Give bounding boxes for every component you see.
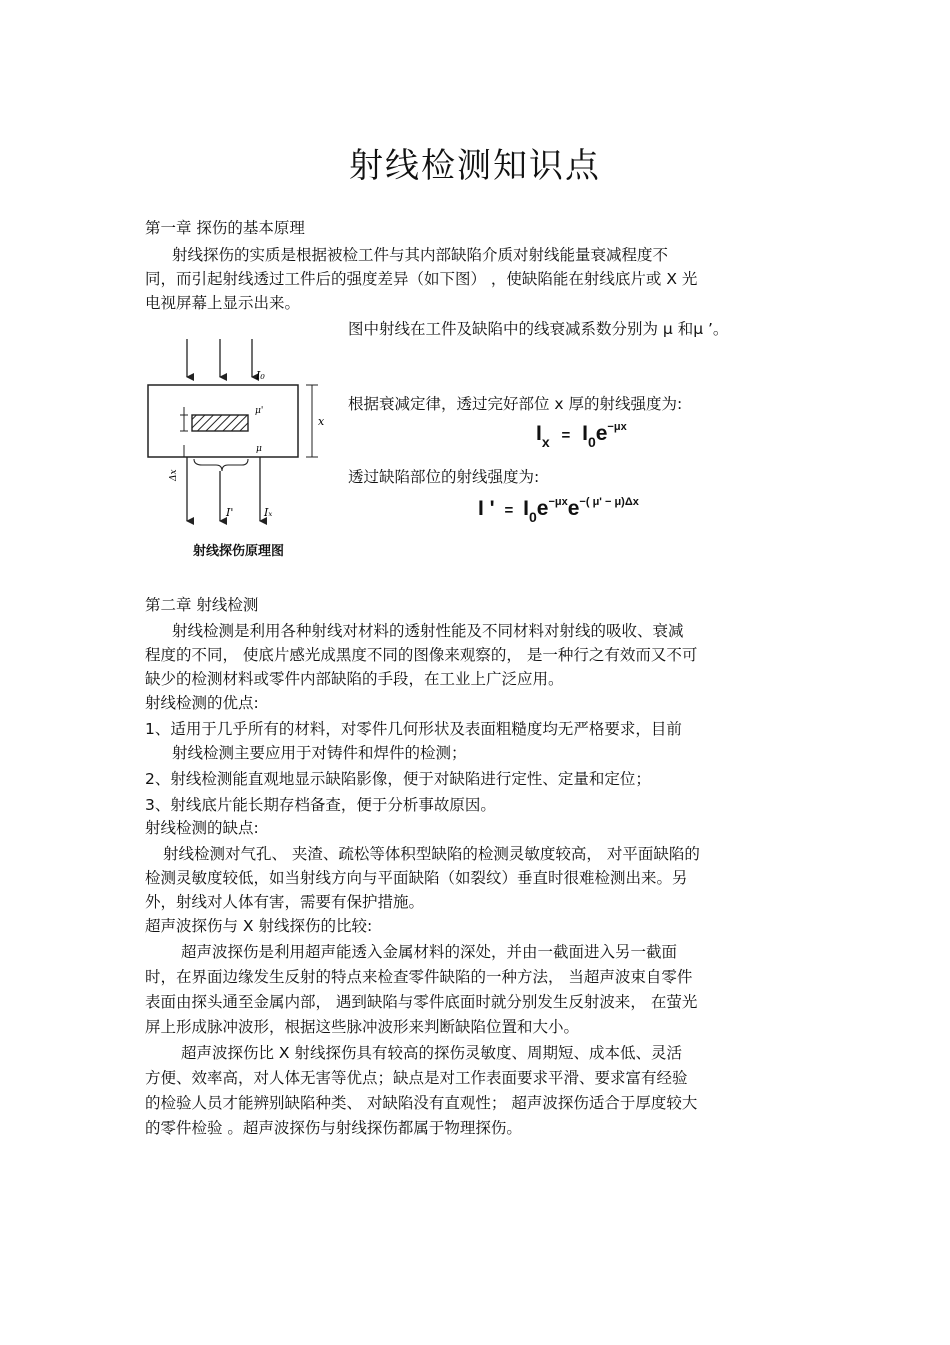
chapter2-line: 的检验人员才能辨别缺陷种类、 对缺陷没有直观性； 超声波探伤适合于厚度较大	[145, 1094, 698, 1112]
chapter2-line: 缺少的检测材料或零件内部缺陷的手段，在工业上广泛应用。	[145, 670, 564, 688]
chapter1-line: 同，而引起射线透过工件后的强度差异（如下图） ，使缺陷能在射线底片或 X 光	[145, 270, 698, 288]
figure-caption: 射线探伤原理图	[193, 544, 285, 559]
chapter2-heading: 第二章 射线检测	[145, 596, 259, 614]
chapter2-line: 射线检测的缺点:	[145, 819, 259, 837]
label-ix: Iₓ	[264, 506, 273, 519]
label-i0: I₀	[256, 369, 265, 382]
chapter1-line: 透过缺陷部位的射线强度为:	[348, 468, 540, 486]
label-mu-prime: μ'	[255, 406, 264, 416]
chapter2-line: 3、射线底片能长期存档备查，便于分析事故原因。	[145, 796, 496, 814]
chapter2-line: 射线检测的优点:	[145, 694, 259, 712]
label-x: x	[318, 415, 325, 428]
label-dx: Δx	[169, 469, 179, 481]
chapter2-line: 程度的不同， 使底片感光成黑度不同的图像来观察的， 是一种行之有效而又不可	[145, 646, 698, 664]
formula-iprime: I ' = $I_0e^{-\mu x}e^{-( \mu' - \mu)\Delta x}$	[478, 496, 639, 525]
chapter1-line: 图中射线在工件及缺陷中的线衰减系数分别为 μ 和μ ’。	[348, 320, 729, 338]
chapter2-line: 射线检测是利用各种射线对材料的透射性能及不同材料对射线的吸收、衰减	[172, 622, 684, 640]
chapter2-line: 超声波探伤比 X 射线探伤具有较高的探伤灵敏度、周期短、成本低、灵活	[181, 1044, 682, 1062]
chapter1-heading: 第一章 探伤的基本原理	[145, 219, 305, 237]
chapter2-line: 的零件检验 。超声波探伤与射线探伤都属于物理探伤。	[145, 1119, 522, 1137]
chapter2-line: 1、适用于几乎所有的材料，对零件几何形状及表面粗糙度均无严格要求，目前	[145, 720, 682, 738]
chapter2-line: 射线检测对气孔、 夹渣、疏松等体积型缺陷的检测灵敏度较高， 对平面缺陷的	[163, 845, 700, 863]
chapter1-line: 射线探伤的实质是根据被检工件与其内部缺陷介质对射线能量衰减程度不	[172, 246, 669, 264]
chapter2-line: 2、射线检测能直观地显示缺陷影像，便于对缺陷进行定性、定量和定位；	[145, 770, 651, 788]
chapter2-line: 屏上形成脉冲波形，根据这些脉冲波形来判断缺陷位置和大小。	[145, 1018, 580, 1036]
label-i-prime: I'	[226, 506, 234, 519]
radiography-diagram	[140, 335, 340, 565]
defect	[192, 415, 248, 431]
chapter2-line: 方便、效率高，对人体无害等优点；缺点是对工作表面要求平滑、要求富有经验	[145, 1069, 688, 1087]
label-mu: μ	[256, 444, 262, 454]
chapter2-line: 时，在界面边缘发生反射的特点来检查零件缺陷的一种方法， 当超声波束自零件	[145, 968, 693, 986]
formula-ix: $I_x = I_0e^{-\mu x}$	[536, 421, 627, 450]
chapter2-line: 外，射线对人体有害，需要有保护措施。	[145, 893, 425, 911]
chapter2-line: 检测灵敏度较低，如当射线方向与平面缺陷（如裂纹）垂直时很难检测出来。另	[145, 869, 688, 887]
chapter1-line: 电视屏幕上显示出来。	[145, 294, 301, 312]
chapter2-line: 超声波探伤是利用超声能透入金属材料的深处，并由一截面进入另一截面	[181, 943, 678, 961]
chapter1-line: 根据衰减定律，透过完好部位 x 厚的射线强度为:	[348, 395, 683, 413]
page-title: 射线检测知识点	[349, 146, 601, 186]
chapter2-line: 超声波探伤与 X 射线探伤的比较:	[145, 917, 373, 935]
chapter2-line: 表面由探头通至金属内部， 遇到缺陷与零件底面时就分别发生反射波来， 在萤光	[145, 993, 698, 1011]
brace	[194, 459, 248, 471]
chapter2-line: 射线检测主要应用于对铸件和焊件的检测；	[172, 744, 467, 762]
